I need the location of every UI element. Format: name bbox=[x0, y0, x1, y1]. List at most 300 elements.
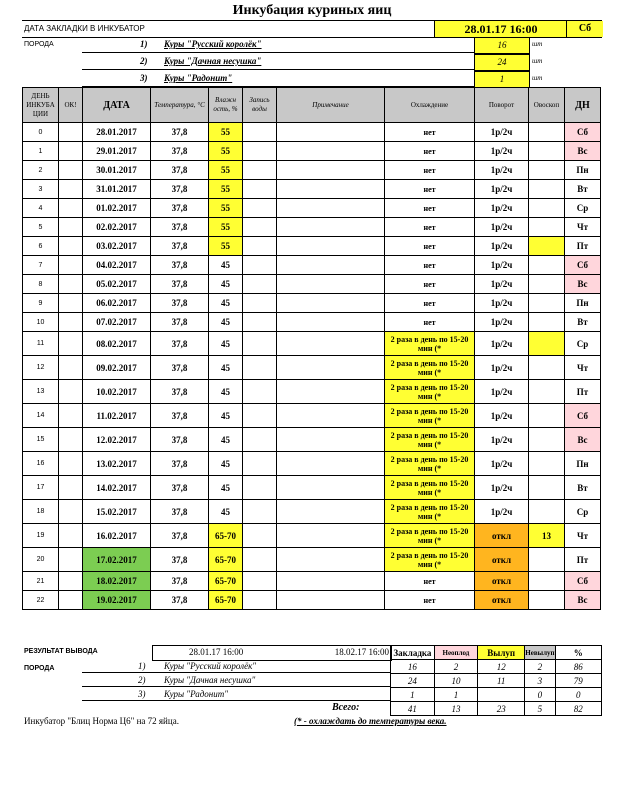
date-cell: 12.02.2017 bbox=[83, 428, 151, 452]
cooling-cell: нет bbox=[385, 591, 475, 610]
water-cell[interactable] bbox=[243, 161, 277, 180]
temperature-cell: 37,8 bbox=[151, 404, 209, 428]
ok-cell[interactable] bbox=[59, 256, 83, 275]
day-cell: 5 bbox=[23, 218, 59, 237]
underline bbox=[82, 672, 390, 673]
temperature-cell: 37,8 bbox=[151, 218, 209, 237]
ok-cell[interactable] bbox=[59, 123, 83, 142]
date-cell: 31.01.2017 bbox=[83, 180, 151, 199]
result-end: 18.02.17 16:00 bbox=[334, 647, 389, 657]
dow-cell: Сб bbox=[565, 256, 601, 275]
water-cell[interactable] bbox=[243, 237, 277, 256]
result-cell: 3 bbox=[525, 674, 555, 688]
result-total-row bbox=[391, 702, 602, 716]
humidity-cell: 45 bbox=[209, 313, 243, 332]
underline bbox=[82, 69, 484, 70]
humidity-cell: 45 bbox=[209, 356, 243, 380]
date-cell: 29.01.2017 bbox=[83, 142, 151, 161]
turn-cell: 1р/2ч bbox=[475, 313, 529, 332]
turn-cell: откл bbox=[475, 591, 529, 610]
water-cell[interactable] bbox=[243, 199, 277, 218]
note-cell[interactable] bbox=[277, 256, 385, 275]
note-cell[interactable] bbox=[277, 237, 385, 256]
setting-day-of-week: Сб bbox=[566, 21, 603, 37]
day-header: ДЕНЬ ИНКУБА ЦИИ bbox=[23, 88, 59, 123]
temperature-cell: 37,8 bbox=[151, 123, 209, 142]
humidity-header: Влажн ость, % bbox=[209, 88, 243, 123]
note-cell[interactable] bbox=[277, 161, 385, 180]
dow-cell: Пт bbox=[565, 548, 601, 572]
ovoscope-cell[interactable] bbox=[529, 591, 565, 610]
ovoscope-cell[interactable] bbox=[529, 142, 565, 161]
temperature-cell: 37,8 bbox=[151, 500, 209, 524]
turn-cell: 1р/2ч bbox=[475, 294, 529, 313]
day-cell: 19 bbox=[23, 524, 59, 548]
cooling-cell: 2 раза в день по 15-20 мин (* bbox=[385, 548, 475, 572]
cooling-cell: 2 раза в день по 15-20 мин (* bbox=[385, 452, 475, 476]
ovoscope-cell[interactable] bbox=[529, 180, 565, 199]
cooling-cell: 2 раза в день по 15-20 мин (* bbox=[385, 524, 475, 548]
water-cell[interactable] bbox=[243, 313, 277, 332]
ovoscope-cell[interactable] bbox=[529, 476, 565, 500]
humidity-cell: 55 bbox=[209, 218, 243, 237]
water-cell[interactable] bbox=[243, 256, 277, 275]
day-cell: 11 bbox=[23, 332, 59, 356]
result-header-row bbox=[391, 646, 602, 660]
note-cell[interactable] bbox=[277, 524, 385, 548]
ovoscope-cell[interactable] bbox=[529, 161, 565, 180]
total-cell: 41 bbox=[391, 702, 435, 716]
ovoscope-cell[interactable] bbox=[529, 332, 565, 356]
table-row bbox=[23, 256, 601, 275]
date-cell: 02.02.2017 bbox=[83, 218, 151, 237]
temperature-cell: 37,8 bbox=[151, 572, 209, 591]
dow-cell: Чт bbox=[565, 356, 601, 380]
turn-cell: 1р/2ч bbox=[475, 404, 529, 428]
cooling-cell: нет bbox=[385, 572, 475, 591]
result-breed-row bbox=[82, 674, 390, 687]
temperature-header: Температура, °С bbox=[151, 88, 209, 123]
date-cell: 17.02.2017 bbox=[83, 548, 151, 572]
humidity-cell: 45 bbox=[209, 476, 243, 500]
table-row bbox=[23, 524, 601, 548]
note-cell[interactable] bbox=[277, 476, 385, 500]
result-cell: 11 bbox=[478, 674, 525, 688]
table-row bbox=[23, 199, 601, 218]
day-cell: 21 bbox=[23, 572, 59, 591]
note-cell[interactable] bbox=[277, 380, 385, 404]
note-cell[interactable] bbox=[277, 452, 385, 476]
temperature-cell: 37,8 bbox=[151, 161, 209, 180]
ovoscope-cell[interactable] bbox=[529, 294, 565, 313]
water-cell[interactable] bbox=[243, 548, 277, 572]
result-period bbox=[152, 645, 392, 661]
date-cell: 06.02.2017 bbox=[83, 294, 151, 313]
note-cell[interactable] bbox=[277, 591, 385, 610]
turn-cell: 1р/2ч bbox=[475, 428, 529, 452]
temperature-cell: 37,8 bbox=[151, 142, 209, 161]
table-row bbox=[23, 452, 601, 476]
temperature-cell: 37,8 bbox=[151, 428, 209, 452]
turn-cell: 1р/2ч bbox=[475, 199, 529, 218]
note-cell[interactable] bbox=[277, 332, 385, 356]
temperature-cell: 37,8 bbox=[151, 237, 209, 256]
ok-cell[interactable] bbox=[59, 161, 83, 180]
note-cell[interactable] bbox=[277, 572, 385, 591]
water-cell[interactable] bbox=[243, 572, 277, 591]
setting-date-value[interactable]: 28.01.17 16:00 bbox=[434, 21, 567, 37]
cooling-cell: 2 раза в день по 15-20 мин (* bbox=[385, 476, 475, 500]
breed-name: Куры "Дачная несушка" bbox=[164, 56, 262, 66]
ovoscope-cell[interactable] bbox=[529, 452, 565, 476]
ovoscope-cell[interactable] bbox=[529, 380, 565, 404]
day-cell: 20 bbox=[23, 548, 59, 572]
ok-cell[interactable] bbox=[59, 332, 83, 356]
dow-cell: Вт bbox=[565, 476, 601, 500]
day-cell: 8 bbox=[23, 275, 59, 294]
ok-cell[interactable] bbox=[59, 294, 83, 313]
day-cell: 7 bbox=[23, 256, 59, 275]
breed-row bbox=[82, 71, 562, 87]
underline bbox=[82, 52, 484, 53]
temperature-cell: 37,8 bbox=[151, 548, 209, 572]
date-cell: 11.02.2017 bbox=[83, 404, 151, 428]
turn-cell: откл bbox=[475, 548, 529, 572]
result-col-header: % bbox=[555, 646, 601, 660]
table-row bbox=[23, 356, 601, 380]
ok-cell[interactable] bbox=[59, 476, 83, 500]
day-cell: 0 bbox=[23, 123, 59, 142]
incubator-info: Инкубатор "Блиц Норма Ц6" на 72 яйца. bbox=[24, 716, 179, 726]
ok-cell[interactable] bbox=[59, 180, 83, 199]
table-row bbox=[23, 275, 601, 294]
total-cell: 13 bbox=[434, 702, 477, 716]
ovoscope-cell[interactable] bbox=[529, 572, 565, 591]
result-cell: 1 bbox=[391, 688, 435, 702]
ok-cell[interactable] bbox=[59, 380, 83, 404]
result-col-header: Вылуп bbox=[478, 646, 525, 660]
date-cell: 16.02.2017 bbox=[83, 524, 151, 548]
page-title: Инкубация куриных яиц bbox=[232, 3, 392, 18]
day-cell: 18 bbox=[23, 500, 59, 524]
water-cell[interactable] bbox=[243, 332, 277, 356]
cooling-cell: нет bbox=[385, 180, 475, 199]
result-cell: 79 bbox=[555, 674, 601, 688]
ovoscope-cell[interactable]: 13 bbox=[529, 524, 565, 548]
table-row bbox=[23, 404, 601, 428]
water-cell[interactable] bbox=[243, 180, 277, 199]
result-cell: 12 bbox=[478, 660, 525, 674]
turn-cell: 1р/2ч bbox=[475, 476, 529, 500]
breed-name: Куры "Русский королёк" bbox=[164, 39, 262, 49]
result-breed-number: 1) bbox=[138, 661, 146, 671]
humidity-cell: 45 bbox=[209, 256, 243, 275]
dow-cell: Вс bbox=[565, 142, 601, 161]
temperature-cell: 37,8 bbox=[151, 356, 209, 380]
humidity-cell: 65-70 bbox=[209, 524, 243, 548]
water-cell[interactable] bbox=[243, 500, 277, 524]
table-row bbox=[23, 123, 601, 142]
ok-cell[interactable] bbox=[59, 428, 83, 452]
humidity-cell: 55 bbox=[209, 237, 243, 256]
temperature-cell: 37,8 bbox=[151, 591, 209, 610]
humidity-cell: 45 bbox=[209, 452, 243, 476]
ok-cell[interactable] bbox=[59, 548, 83, 572]
day-cell: 3 bbox=[23, 180, 59, 199]
note-cell[interactable] bbox=[277, 404, 385, 428]
table-row bbox=[23, 180, 601, 199]
cooling-cell: 2 раза в день по 15-20 мин (* bbox=[385, 332, 475, 356]
date-cell: 19.02.2017 bbox=[83, 591, 151, 610]
ovoscope-cell[interactable] bbox=[529, 199, 565, 218]
date-cell: 03.02.2017 bbox=[83, 237, 151, 256]
water-cell[interactable] bbox=[243, 275, 277, 294]
turn-cell: 1р/2ч bbox=[475, 123, 529, 142]
water-cell[interactable] bbox=[243, 123, 277, 142]
date-cell: 09.02.2017 bbox=[83, 356, 151, 380]
dow-cell: Пн bbox=[565, 161, 601, 180]
ok-cell[interactable] bbox=[59, 452, 83, 476]
result-cell bbox=[478, 688, 525, 702]
water-cell[interactable] bbox=[243, 476, 277, 500]
result-col-header: Неоплод bbox=[434, 646, 477, 660]
ok-cell[interactable] bbox=[59, 218, 83, 237]
humidity-cell: 65-70 bbox=[209, 591, 243, 610]
table-row bbox=[23, 380, 601, 404]
unit-label: шт bbox=[532, 40, 543, 48]
ok-cell[interactable] bbox=[59, 356, 83, 380]
humidity-cell: 65-70 bbox=[209, 548, 243, 572]
breed-count[interactable]: 24 bbox=[474, 54, 530, 71]
turn-cell: откл bbox=[475, 524, 529, 548]
water-cell[interactable] bbox=[243, 428, 277, 452]
result-breed-number: 3) bbox=[138, 689, 146, 699]
cooling-cell: 2 раза в день по 15-20 мин (* bbox=[385, 356, 475, 380]
turn-cell: 1р/2ч bbox=[475, 218, 529, 237]
cooling-cell: нет bbox=[385, 161, 475, 180]
unit-label: шт bbox=[532, 57, 543, 65]
total-label: Всего: bbox=[332, 702, 360, 713]
note-cell[interactable] bbox=[277, 313, 385, 332]
result-cell: 86 bbox=[555, 660, 601, 674]
ovoscope-cell[interactable] bbox=[529, 218, 565, 237]
note-cell[interactable] bbox=[277, 180, 385, 199]
ovoscope-cell[interactable] bbox=[529, 500, 565, 524]
ovoscope-cell[interactable] bbox=[529, 313, 565, 332]
note-cell[interactable] bbox=[277, 275, 385, 294]
ok-cell[interactable] bbox=[59, 313, 83, 332]
cooling-cell: нет bbox=[385, 199, 475, 218]
breed-label: ПОРОДА bbox=[24, 41, 54, 48]
result-label: РЕЗУЛЬТАТ ВЫВОДА bbox=[24, 648, 98, 655]
humidity-cell: 55 bbox=[209, 180, 243, 199]
result-start: 28.01.17 16:00 bbox=[189, 647, 244, 657]
turn-cell: 1р/2ч bbox=[475, 452, 529, 476]
table-row bbox=[23, 428, 601, 452]
day-cell: 14 bbox=[23, 404, 59, 428]
ovoscope-cell[interactable] bbox=[529, 404, 565, 428]
result-cell: 1 bbox=[434, 688, 477, 702]
ok-cell[interactable] bbox=[59, 404, 83, 428]
dow-cell: Вт bbox=[565, 180, 601, 199]
total-cell: 23 bbox=[478, 702, 525, 716]
temperature-cell: 37,8 bbox=[151, 199, 209, 218]
humidity-cell: 45 bbox=[209, 380, 243, 404]
date-cell: 04.02.2017 bbox=[83, 256, 151, 275]
date-cell: 18.02.2017 bbox=[83, 572, 151, 591]
ok-cell[interactable] bbox=[59, 572, 83, 591]
note-cell[interactable] bbox=[277, 294, 385, 313]
cooling-cell: 2 раза в день по 15-20 мин (* bbox=[385, 500, 475, 524]
ovoscope-header: Овоскоп bbox=[529, 88, 565, 123]
turn-cell: 1р/2ч bbox=[475, 332, 529, 356]
water-cell[interactable] bbox=[243, 591, 277, 610]
note-header: Примечание bbox=[277, 88, 385, 123]
water-cell[interactable] bbox=[243, 404, 277, 428]
water-cell[interactable] bbox=[243, 524, 277, 548]
water-header: Запись воды bbox=[243, 88, 277, 123]
day-cell: 17 bbox=[23, 476, 59, 500]
dow-cell: Сб bbox=[565, 572, 601, 591]
day-cell: 16 bbox=[23, 452, 59, 476]
dow-cell: Пт bbox=[565, 380, 601, 404]
incubation-table bbox=[22, 87, 601, 610]
ok-cell[interactable] bbox=[59, 199, 83, 218]
table-row bbox=[23, 548, 601, 572]
dow-cell: Вс bbox=[565, 428, 601, 452]
underline bbox=[82, 686, 390, 687]
ovoscope-cell[interactable] bbox=[529, 275, 565, 294]
temperature-cell: 37,8 bbox=[151, 180, 209, 199]
table-row bbox=[23, 237, 601, 256]
result-cell: 2 bbox=[525, 660, 555, 674]
note-cell[interactable] bbox=[277, 356, 385, 380]
temperature-cell: 37,8 bbox=[151, 275, 209, 294]
breed-number: 3) bbox=[140, 73, 148, 83]
table-row bbox=[23, 500, 601, 524]
breed-row bbox=[82, 37, 562, 53]
date-cell: 28.01.2017 bbox=[83, 123, 151, 142]
ok-cell[interactable] bbox=[59, 524, 83, 548]
result-col-header: Закладка bbox=[391, 646, 435, 660]
note-cell[interactable] bbox=[277, 199, 385, 218]
temperature-cell: 37,8 bbox=[151, 524, 209, 548]
cooling-cell: нет bbox=[385, 313, 475, 332]
table-row bbox=[23, 218, 601, 237]
humidity-cell: 55 bbox=[209, 161, 243, 180]
unit-label: шт bbox=[532, 74, 543, 82]
ok-header: ОК! bbox=[59, 88, 83, 123]
temperature-cell: 37,8 bbox=[151, 313, 209, 332]
turn-cell: 1р/2ч bbox=[475, 142, 529, 161]
ok-cell[interactable] bbox=[59, 237, 83, 256]
underline bbox=[82, 700, 390, 701]
humidity-cell: 55 bbox=[209, 142, 243, 161]
ok-cell[interactable] bbox=[59, 142, 83, 161]
humidity-cell: 45 bbox=[209, 500, 243, 524]
breed-count[interactable]: 16 bbox=[474, 37, 530, 54]
dow-cell: Вс bbox=[565, 275, 601, 294]
temperature-cell: 37,8 bbox=[151, 294, 209, 313]
temperature-cell: 37,8 bbox=[151, 380, 209, 404]
humidity-cell: 45 bbox=[209, 294, 243, 313]
humidity-cell: 45 bbox=[209, 404, 243, 428]
ovoscope-cell[interactable] bbox=[529, 123, 565, 142]
turn-cell: 1р/2ч bbox=[475, 380, 529, 404]
ovoscope-cell[interactable] bbox=[529, 256, 565, 275]
humidity-cell: 45 bbox=[209, 275, 243, 294]
date-cell: 08.02.2017 bbox=[83, 332, 151, 356]
result-breed-row bbox=[82, 660, 390, 673]
date-cell: 14.02.2017 bbox=[83, 476, 151, 500]
date-header: ДАТА bbox=[83, 88, 151, 123]
water-cell[interactable] bbox=[243, 142, 277, 161]
ok-cell[interactable] bbox=[59, 591, 83, 610]
temperature-cell: 37,8 bbox=[151, 332, 209, 356]
ok-cell[interactable] bbox=[59, 500, 83, 524]
note-cell[interactable] bbox=[277, 218, 385, 237]
note-cell[interactable] bbox=[277, 548, 385, 572]
water-cell[interactable] bbox=[243, 218, 277, 237]
result-row bbox=[391, 660, 602, 674]
turn-cell: 1р/2ч bbox=[475, 161, 529, 180]
breed-count[interactable]: 1 bbox=[474, 71, 530, 88]
turn-header: Поворот bbox=[475, 88, 529, 123]
dow-cell: Сб bbox=[565, 404, 601, 428]
note-cell[interactable] bbox=[277, 500, 385, 524]
dow-cell: Пн bbox=[565, 294, 601, 313]
result-breed-number: 2) bbox=[138, 675, 146, 685]
result-cell: 10 bbox=[434, 674, 477, 688]
date-cell: 15.02.2017 bbox=[83, 500, 151, 524]
water-cell[interactable] bbox=[243, 294, 277, 313]
water-cell[interactable] bbox=[243, 356, 277, 380]
cooling-cell: нет bbox=[385, 294, 475, 313]
turn-cell: 1р/2ч bbox=[475, 237, 529, 256]
turn-cell: откл bbox=[475, 572, 529, 591]
water-cell[interactable] bbox=[243, 380, 277, 404]
note-cell[interactable] bbox=[277, 123, 385, 142]
turn-cell: 1р/2ч bbox=[475, 356, 529, 380]
turn-cell: 1р/2ч bbox=[475, 275, 529, 294]
ovoscope-cell[interactable] bbox=[529, 237, 565, 256]
ovoscope-cell[interactable] bbox=[529, 356, 565, 380]
result-cell: 0 bbox=[555, 688, 601, 702]
water-cell[interactable] bbox=[243, 452, 277, 476]
note-cell[interactable] bbox=[277, 142, 385, 161]
cooling-cell: нет bbox=[385, 142, 475, 161]
table-row bbox=[23, 294, 601, 313]
humidity-cell: 55 bbox=[209, 199, 243, 218]
result-row bbox=[391, 674, 602, 688]
breed-name: Куры "Радонит" bbox=[164, 73, 233, 83]
cooling-cell: нет bbox=[385, 218, 475, 237]
ovoscope-cell[interactable] bbox=[529, 548, 565, 572]
turn-cell: 1р/2ч bbox=[475, 256, 529, 275]
day-cell: 9 bbox=[23, 294, 59, 313]
result-table bbox=[390, 645, 602, 716]
result-cell: 16 bbox=[391, 660, 435, 674]
setting-date-row bbox=[22, 20, 602, 38]
ovoscope-cell[interactable] bbox=[529, 428, 565, 452]
note-cell[interactable] bbox=[277, 428, 385, 452]
date-cell: 30.01.2017 bbox=[83, 161, 151, 180]
dow-cell: Пн bbox=[565, 452, 601, 476]
ok-cell[interactable] bbox=[59, 275, 83, 294]
breed-row bbox=[82, 54, 562, 70]
dow-cell: Вт bbox=[565, 313, 601, 332]
date-cell: 05.02.2017 bbox=[83, 275, 151, 294]
